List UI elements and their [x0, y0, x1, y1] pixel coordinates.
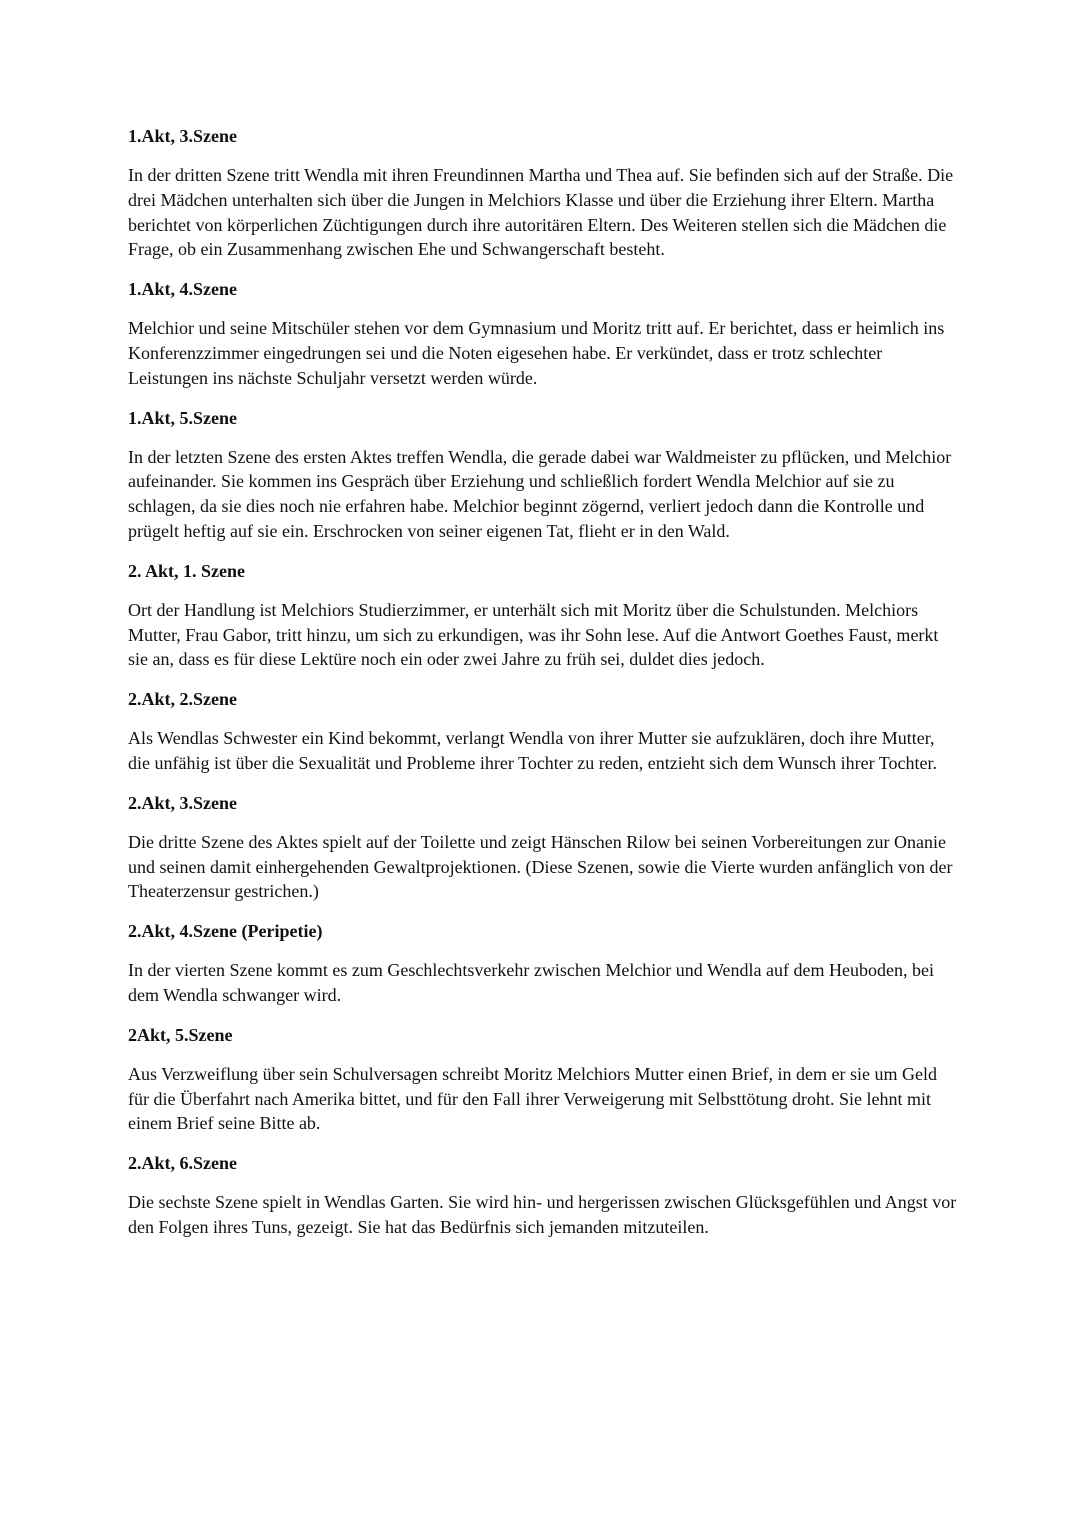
document-page	[128, 124, 958, 1255]
section-paragraph: In der vierten Szene kommt es zum Geschlechtsverkehr zwischen Melchior und Wendla auf dem Heuboden, bei dem Wendla schwanger wird.	[128, 960, 934, 1005]
scene-section-2-4	[128, 919, 958, 1008]
section-paragraph: Als Wendlas Schwester ein Kind bekommt, verlangt Wendla von ihrer Mutter sie aufzuklären, doch ihre Mutter, die unfähig ist über die Sexualität und Probleme ihrer Tochter zu reden, entzieht sich dem Wunsch ihrer Tochter.	[128, 728, 938, 773]
scene-section-1-4	[128, 277, 958, 390]
section-heading: 2.Akt, 3.Szene	[128, 792, 237, 813]
section-heading: 1.Akt, 3.Szene	[128, 126, 237, 146]
section-paragraph: Aus Verzweiflung über sein Schulversagen schreibt Moritz Melchiors Mutter einen Brief, in dem er sie um Geld für die Überfahrt nach Amerika bittet, und für den Fall ihrer Verweigerung mit Selbsttötung droht. Sie lehnt mit einem Brief seine Bitte ab.	[128, 1063, 937, 1134]
section-heading: 1.Akt, 4.Szene	[128, 279, 237, 300]
section-paragraph: In der letzten Szene des ersten Aktes treffen Wendla, die gerade dabei war Waldmeister zu pflücken, und Melchior aufeinander. Sie kommen ins Gespräch über Erziehung und schließlich fordert Wendla Melchior auf sie zu schlagen, da sie dies noch nie erfahren habe. Melchior beginnt zögernd, verliert jedoch dann die Kontrolle und prügelt heftig auf sie ein. Erschrocken von seiner eigenen Tat, flieht er in den Wald.	[128, 446, 952, 541]
section-heading: 2Akt, 5.Szene	[128, 1024, 233, 1045]
scene-section-1-5	[128, 406, 958, 544]
scene-section-2-6	[128, 1151, 958, 1240]
section-paragraph: Melchior und seine Mitschüler stehen vor dem Gymnasium und Moritz tritt auf. Er berichtet, dass er heimlich ins Konferenzzimmer eingedrungen sei und die Noten eigesehen habe. Er verkündet, dass er trotz schlechter Leistungen ins nächste Schuljahr versetzt werden würde.	[128, 318, 945, 388]
section-paragraph: Die sechste Szene spielt in Wendlas Garten. Sie wird hin- und hergerissen zwischen Glücksgefühlen und Angst vor den Folgen ihres Tuns, gezeigt. Sie hat das Bedürfnis sich jemanden mitzuteilen.	[128, 1192, 957, 1237]
section-paragraph: Ort der Handlung ist Melchiors Studierzimmer, er unterhält sich mit Moritz über die Schulstunden. Melchiors Mutter, Frau Gabor, tritt hinzu, um sich zu erkundigen, was ihr Sohn lese. Auf die Antwort Goethes Faust, merkt sie an, dass es für diese Lektüre noch ein oder zwei Jahre zu früh sei, duldet dies jedoch.	[128, 599, 939, 670]
scene-section-2-5	[128, 1023, 958, 1136]
section-heading: 1.Akt, 5.Szene	[128, 407, 237, 428]
section-paragraph: In der dritten Szene tritt Wendla mit ihren Freundinnen Martha und Thea auf. Sie befinden sich auf der Straße. Die drei Mädchen unterhalten sich über die Jungen in Melchiors Klasse und über die Erziehung ihrer Eltern. Martha berichtet von körperlichen Züchtigungen durch ihre autoritären Eltern. Des Weiteren stellen sich die Mädchen die Frage, ob ein Zusammenhang zwischen Ehe und Schwangerschaft besteht.	[128, 165, 954, 260]
scene-section-2-1	[128, 559, 958, 672]
scene-section-2-3	[128, 791, 958, 904]
scene-section-2-2	[128, 687, 958, 776]
section-paragraph: Die dritte Szene des Aktes spielt auf der Toilette und zeigt Hänschen Rilow bei seinen Vorbereitungen zur Onanie und seinen damit einhergehenden Gewaltprojektionen. (Diese Szenen, sowie die Vierte wurden anfänglich von der Theaterzensur gestrichen.)	[128, 831, 953, 902]
section-heading: 2.Akt, 6.Szene	[128, 1153, 237, 1174]
scene-section-1-3	[128, 124, 958, 262]
section-heading: 2. Akt, 1. Szene	[128, 560, 245, 581]
section-heading: 2.Akt, 2.Szene	[128, 689, 237, 710]
section-heading: 2.Akt, 4.Szene (Peripetie)	[128, 921, 323, 942]
